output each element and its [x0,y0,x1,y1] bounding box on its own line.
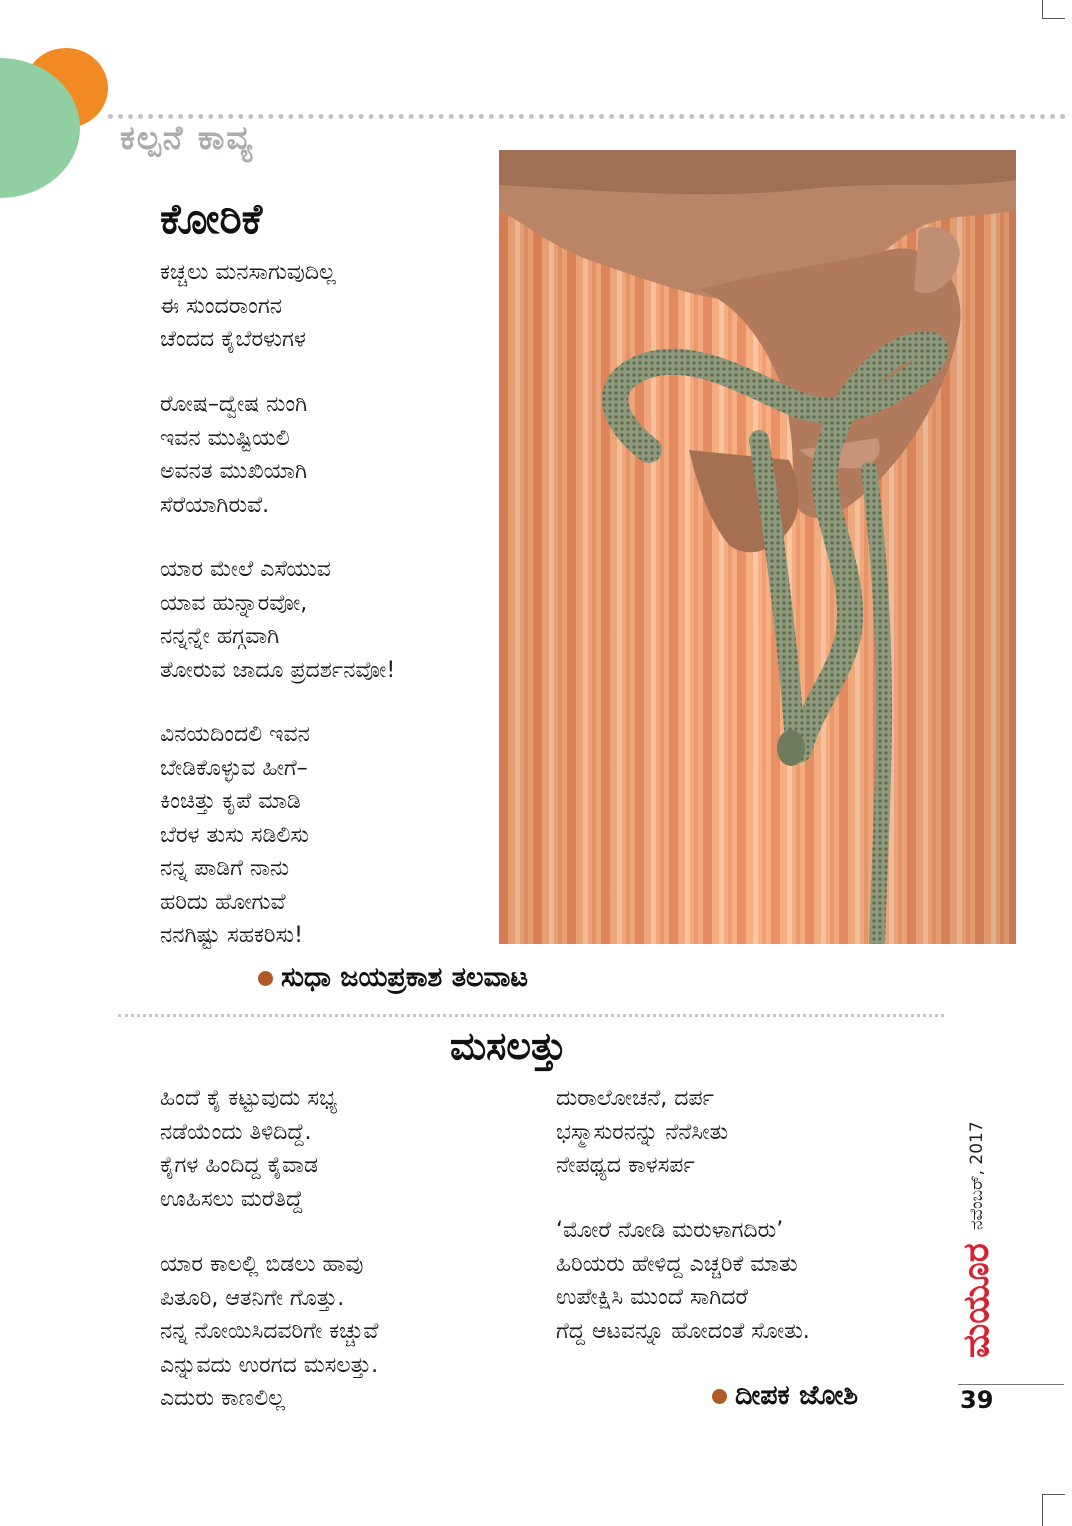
poem-line: ಊಹಿಸಲು ಮರೆತಿದ್ದೆ [160,1186,304,1212]
poem-line: ಭಸ್ಮಾಸುರನನ್ನು ನೆನೆಸೀತು [556,1119,729,1145]
crop-mark-top-right [1042,0,1065,19]
poem-line: ಕೈಗಳ ಹಿಂದಿದ್ದ ಕೈವಾಡ [160,1153,318,1178]
page-number: 39 [960,1386,994,1414]
poem-line: ವಿನಯದಿಂದಲಿ ಇವನ [160,722,310,747]
poem-line: ಎದುರು ಕಾಣಲಿಲ್ಲ [160,1386,286,1411]
poem-line: ನನ್ನ ನೋಯಿಸಿದವರಿಗೇ ಕಚ್ಚುವೆ [160,1319,379,1344]
poem1-stanza-2 [160,388,307,522]
middle-dotted-divider [118,1014,944,1017]
issue-date: ನವೆಂಬರ್, 2017 [967,1121,987,1230]
poem-line: ಹಿಂದೆ ಕೈ ಕಟ್ಟುವುದು ಸಭ್ಯ [160,1086,338,1111]
poem-line: ನನ್ನ ಪಾಡಿಗೆ ನಾನು [160,856,290,881]
poem1-author [258,962,528,994]
poem1-stanza-1 [160,256,336,357]
poem-line: ಕಚ್ಚಲು ಮನಸಾಗುವುದಿಲ್ಲ [160,260,336,285]
poem2-right-stanza-2 [556,1214,810,1348]
poem-line: ಯಾವ ಹುನ್ನಾರವೋ, [160,590,308,616]
poem-line: ನಡೆಯೆಂದು ತಿಳಿದಿದ್ದೆ. [160,1119,312,1145]
poem-line: ದುರಾಲೋಚನೆ, ದರ್ಪ [556,1086,714,1111]
poem-line: ಉಪೇಕ್ಷಿಸಿ ಮುಂದೆ ಸಾಗಿದರೆ [556,1285,749,1310]
poem-line: ಯಾರ ಕಾಲಲ್ಲಿ ಬಿಡಲು ಹಾವು [160,1252,364,1277]
crop-mark-bottom-right [1042,1494,1065,1526]
poem-line: ಪಿತೂರಿ, ಆತನಿಗೇ ಗೊತ್ತು. [160,1285,345,1311]
poem-line: ಈ ಸುಂದರಾಂಗನ [160,293,283,319]
poem-line: ‘ಮೋರೆ ನೋಡಿ ಮರುಳಾಗದಿರು’ [556,1218,784,1243]
poem-line: ಬೇಡಿಕೊಳ್ಳುವ ಹೀಗೆ– [160,755,308,781]
poem-line: ನೇಪಥ್ಯದ ಕಾಳಸರ್ಪ [556,1153,695,1178]
poem2-right-stanza-1 [556,1082,728,1183]
poem2-left-stanza-1 [160,1082,337,1216]
page-number-rule [958,1384,1064,1385]
poem1-author-name: ಸುಧಾ ಜಯಪ್ರಕಾಶ ತಲವಾಟ [281,962,529,993]
poem1-stanza-4 [160,718,310,953]
section-label: ಕಲ್ಪನೆ ಕಾವ್ಯ [120,118,255,157]
poem-line: ಹರಿದು ಹೋಗುವೆ [160,889,286,915]
poem1-stanza-3 [160,553,395,687]
poem-line: ತೋರುವ ಜಾದೂ ಪ್ರದರ್ಶನವೋ! [160,657,396,683]
poem-line: ನನಗಿಷ್ಟು ಸಹಕರಿಸು! [160,923,303,948]
poem1-title: ಕೋರಿಕೆ [160,194,263,243]
poem-line: ಗೆದ್ದ ಆಟವನ್ನೂ ಹೋದಂತೆ ಸೋತು. [556,1318,810,1344]
poem2-title: ಮಸಲತ್ತು [450,1024,567,1068]
poem-line: ಹಿರಿಯರು ಹೇಳಿದ್ದ ಎಚ್ಚರಿಕೆ ಮಾತು [556,1251,798,1277]
poem-line: ಇವನ ಮುಷ್ಟಿಯಲಿ [160,425,290,451]
footer-vertical-text [906,1100,1046,1360]
bullet-icon [258,971,273,986]
poem-line: ಯಾರ ಮೇಲೆ ಎಸೆಯುವ [160,557,331,582]
poem-line: ನನ್ನನ್ನೇ ಹಗ್ಗವಾಗಿ [160,624,280,649]
bullet-icon [712,1389,727,1404]
poem-line: ಬೆರಳ ತುಸು ಸಡಿಲಿಸು [160,822,310,848]
poem-line: ಕಿಂಚಿತ್ತು ಕೃಪೆ ಮಾಡಿ [160,789,301,814]
magazine-name: ಮಯೂರ [956,1243,997,1358]
poem2-left-stanza-2 [160,1248,378,1416]
poem-line: ಚೆಂದದ ಕೈಬೆರಳುಗಳ [160,327,306,352]
poem2-author-name: ದೀಪಕ ಜೋಶಿ [735,1380,859,1411]
poem-line: ಅವನತ ಮುಖಿಯಾಗಿ [160,459,308,484]
poem-line: ಸೆರೆಯಾಗಿರುವೆ. [160,492,270,518]
poem2-author [712,1380,858,1412]
poem-line: ರೋಷ–ದ್ವೇಷ ನುಂಗಿ [160,392,308,417]
poem-line: ಎನ್ನುವದು ಉರಗದ ಮಸಲತ್ತು. [160,1352,379,1378]
snake-hand-photo [499,150,1016,944]
